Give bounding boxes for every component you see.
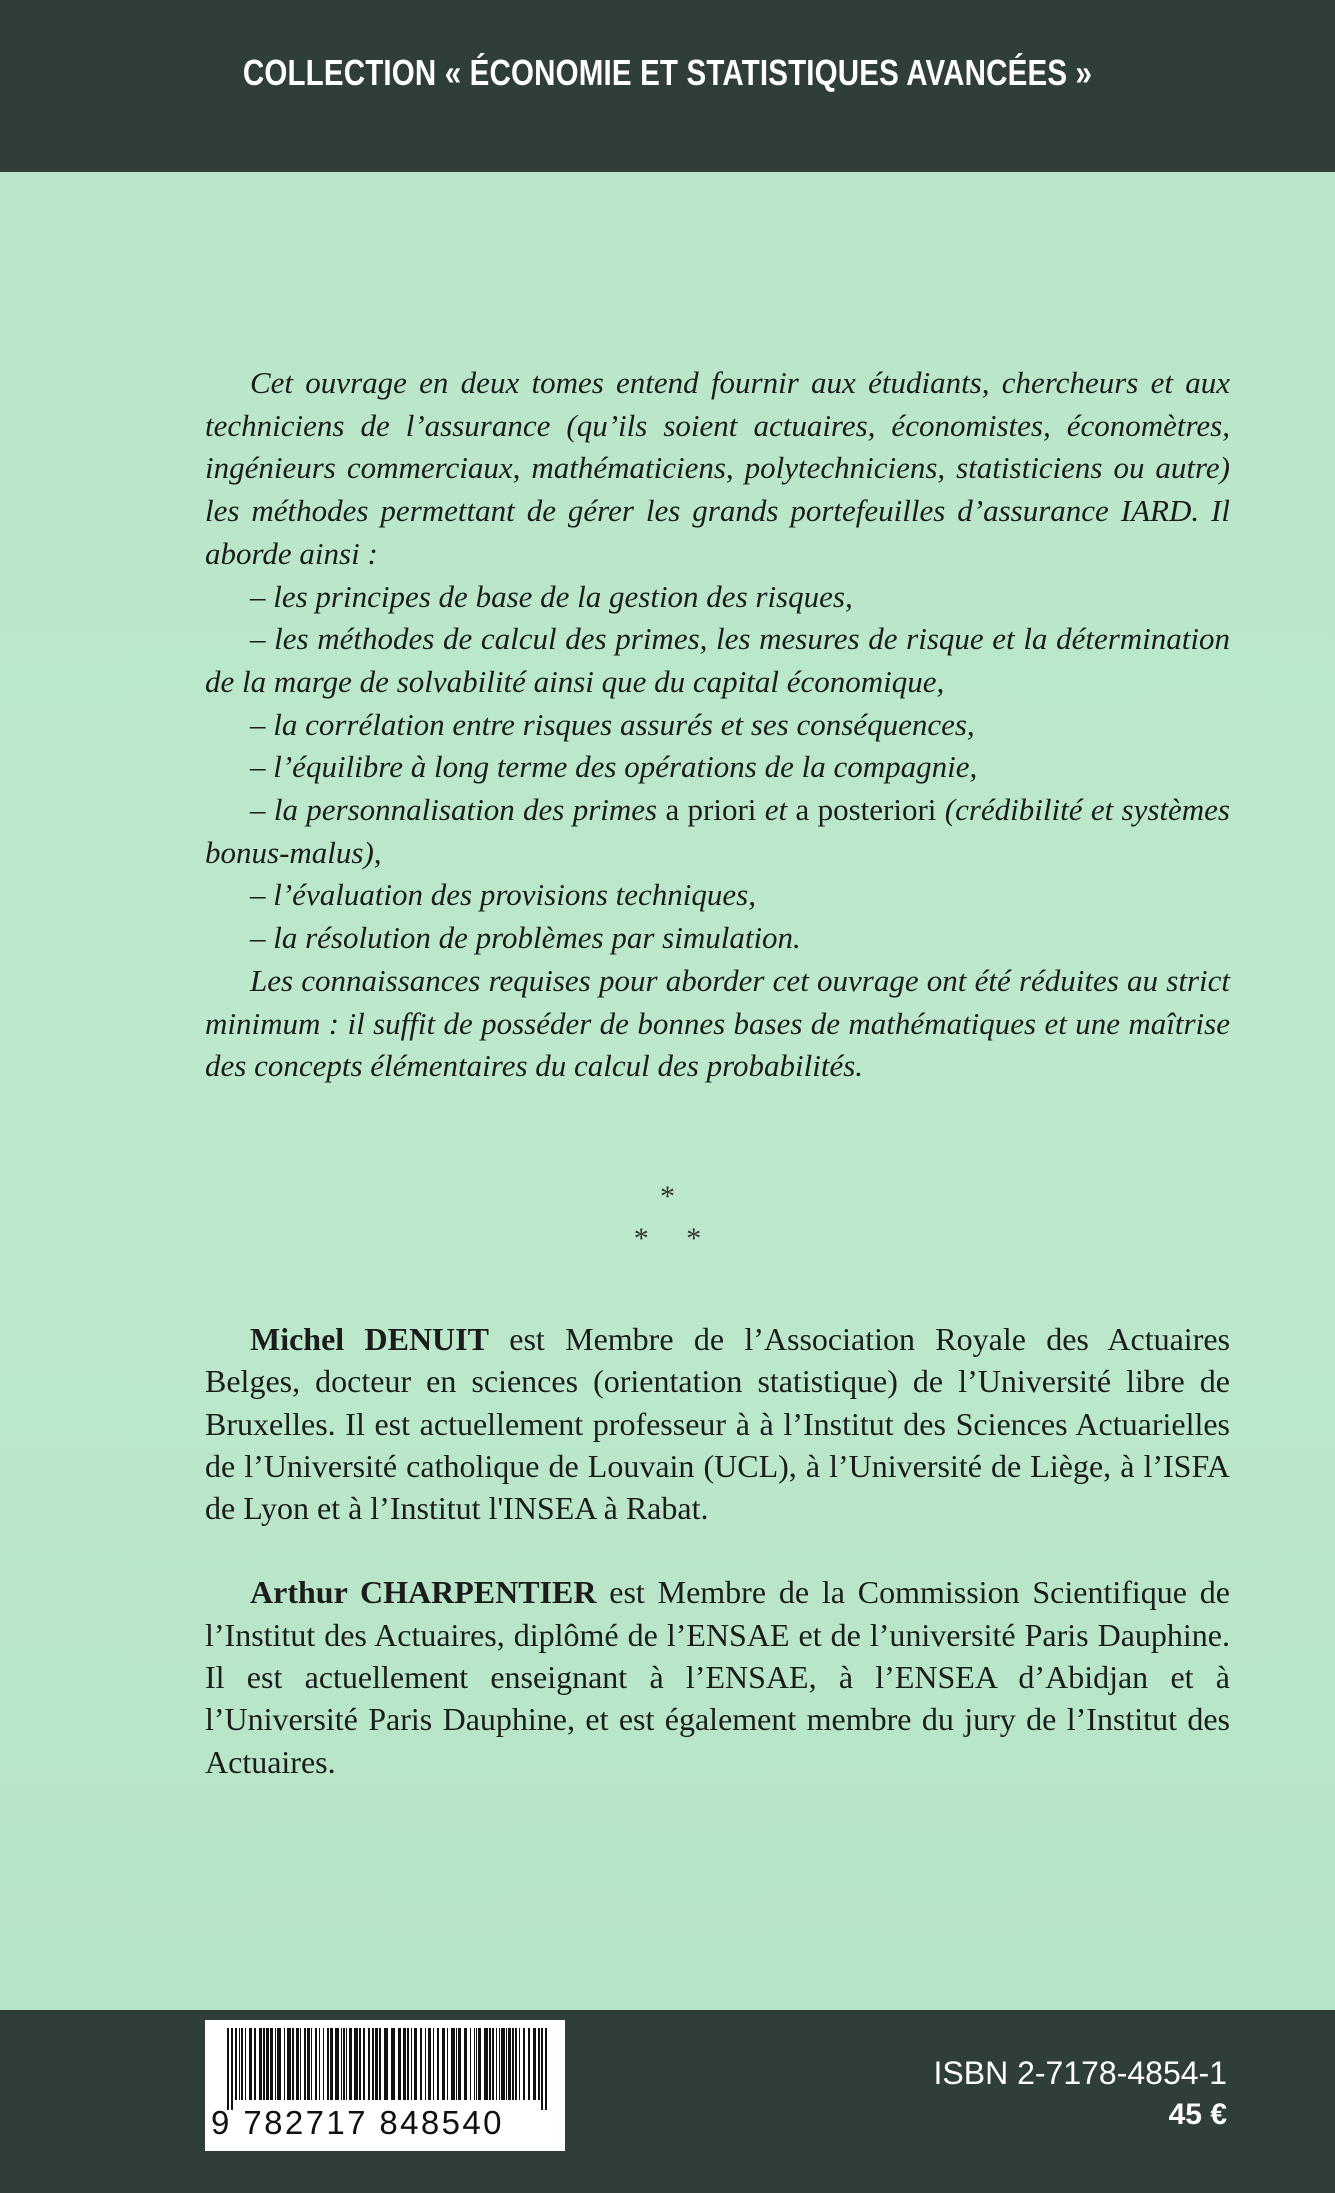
summary-item-text: et [756,792,796,828]
author-name: Michel DENUIT [250,1321,489,1357]
summary-item: – les méthodes de calcul des primes, les mesures de risque et la détermination de la marge de solvabilité ainsi que du capital économique, [205,621,1230,699]
summary-item: – les principes de base de la gestion des risques, [250,578,853,614]
summary-item: – la résolution de problèmes par simulation. [250,920,801,956]
summary-item-text: a posteriori [795,792,937,828]
separator-stars: * * [633,1222,702,1255]
author-name: Arthur CHARPENTIER [250,1574,597,1611]
author-bio [205,1318,1230,1529]
barcode-bars [205,2020,565,2110]
summary-item [205,789,1230,874]
summary-item-text: (crédibilité et systèmes bonus-malus), [205,792,1231,870]
author-bios [205,1318,1230,1783]
summary-item: – l’évaluation des provisions techniques, [250,877,756,913]
spacer [205,1529,1230,1571]
bottom-band [0,2010,1335,2193]
summary-closing: Les connaissances requises pour aborder cet ouvrage ont été réduites au strict minimum : il suffit de posséder de bonnes bases de mathématiques et une maîtrise des concepts élémentaires du calcul des probabilités. [205,962,1230,1084]
summary-item: – la corrélation entre risques assurés et ses conséquences, [250,706,975,742]
summary-intro: Cet ouvrage en deux tomes entend fournir aux étudiants, chercheurs et aux techniciens de l’assurance (qu’ils soient actuaires, économistes, économètres, ingénieurs commerciaux, mathématiciens, polytechniciens, statisticiens ou autre) les méthodes permettant de gérer les grands portefeuilles d’assurance IARD. Il aborde ainsi : [205,365,1230,571]
summary-item-text: – la personnalisation des primes [250,792,666,828]
author-bio [205,1571,1230,1782]
barcode-digits: 9 782717 848540 [211,2104,504,2141]
summary-item: – l’équilibre à long terme des opérations de la compagnie, [250,749,978,785]
author-bio-text: est Membre de la Commission Scientifique de l’Institut des Actuaires, diplômé de l’ENSAE et de l’université Paris Dauphine. Il est actuellement enseignant à l’ENSAE, à l’ENSEA d’Abidjan et à l’Université Paris Dauphine, et est également membre du jury de l’Institut des Actuaires. [205,1574,1231,1780]
summary-item-text: a priori [665,792,757,828]
isbn: ISBN 2-7178-4854-1 [933,2055,1227,2091]
book-summary [205,362,1230,1088]
author-bio-text: est Membre de l’Association Royale des Actuaires Belges, docteur en sciences (orientation statistique) de l’Université libre de Bruxelles. Il est actuellement professeur à à l’Institut des Sciences Actuarielles de l’Université catholique de Louvain (UCL), à l’Université de Liège, à l’ISFA de Lyon et à l’Institut l'INSEA à Rabat. [205,1321,1231,1527]
barcode [205,2020,565,2151]
collection-title: COLLECTION « ÉCONOMIE ET STATISTIQUES AVANCÉES » [242,52,1093,93]
separator-star: * [660,1180,675,1213]
price: 45 € [1168,2098,1227,2131]
